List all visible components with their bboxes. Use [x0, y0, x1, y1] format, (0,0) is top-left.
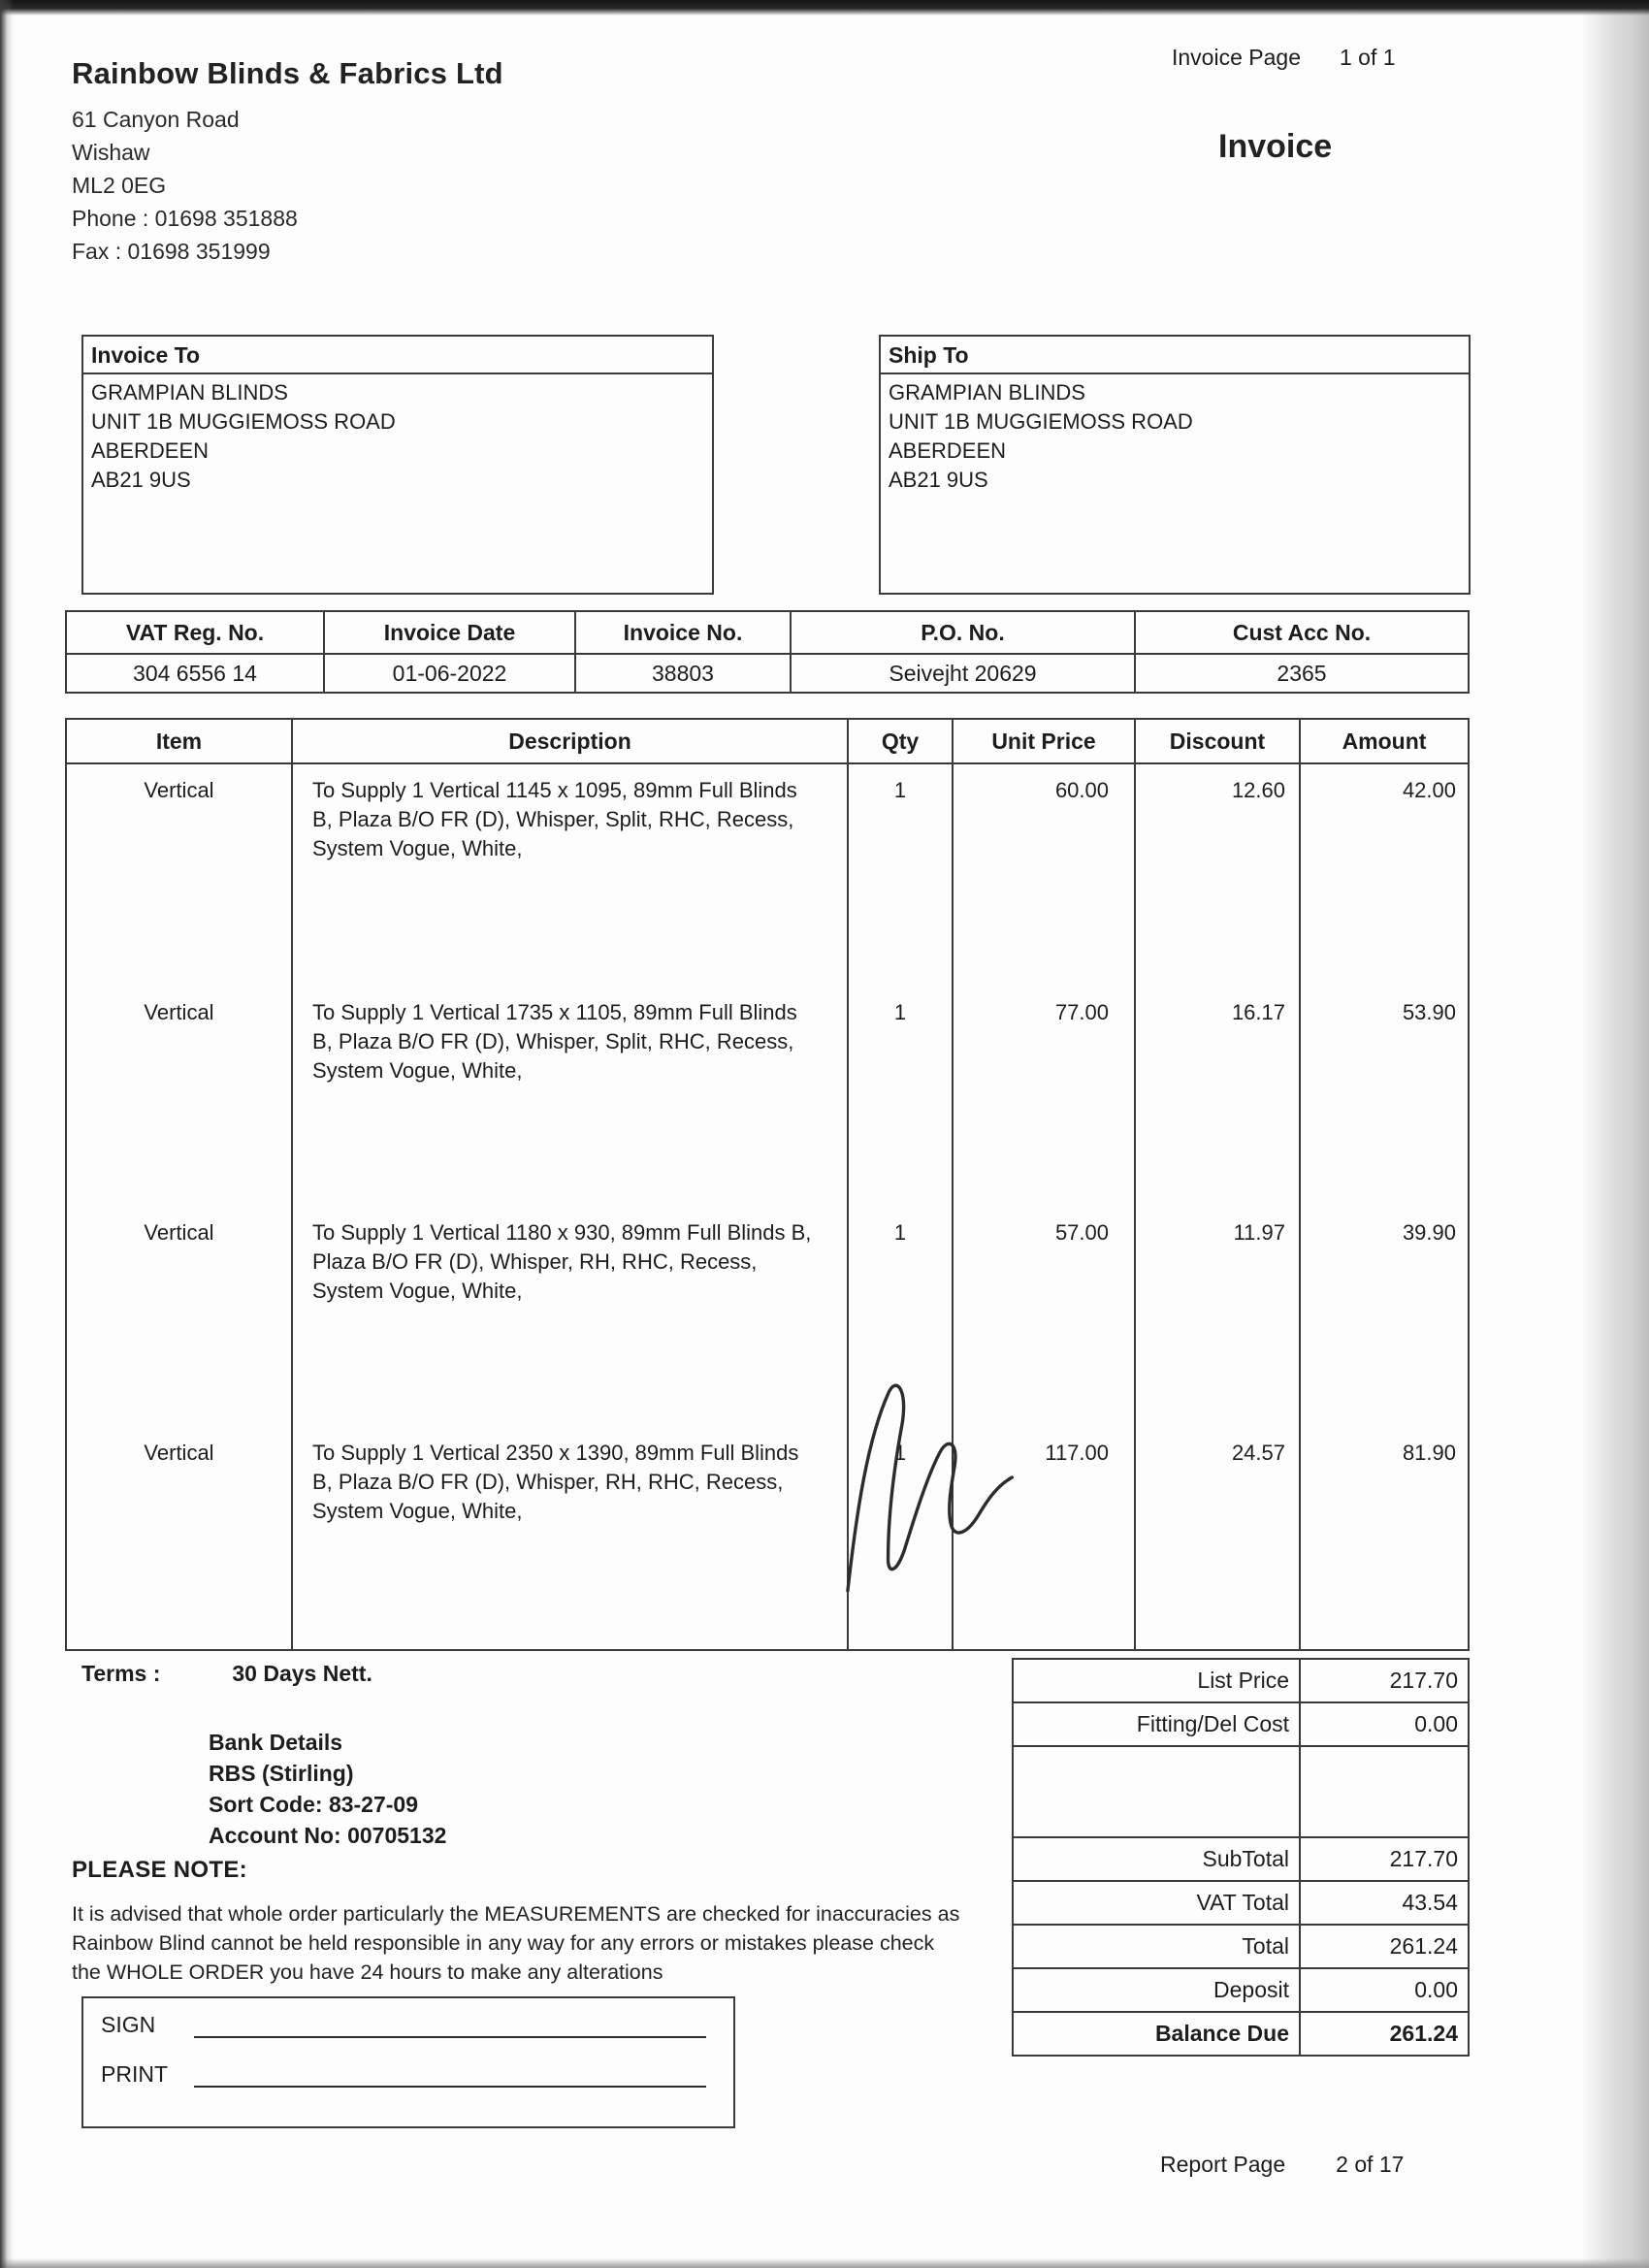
meta-header-cust-acc: Cust Acc No.: [1135, 611, 1469, 654]
item-qty: 1: [848, 763, 953, 987]
invoice-to-line: AB21 9US: [91, 468, 191, 492]
totals-row-total: [1014, 1926, 1468, 1969]
scan-edge-top: [0, 0, 1649, 16]
totals-row-subtotal: [1014, 1838, 1468, 1882]
company-block: [72, 56, 503, 268]
company-address-line: Wishaw: [72, 140, 150, 165]
invoice-to-box: [81, 335, 714, 595]
document-title: Invoice: [1218, 128, 1333, 165]
meta-value-invoice-date: 01-06-2022: [324, 654, 575, 693]
totals-row-vat-total: [1014, 1882, 1468, 1926]
item-discount: 16.17: [1135, 987, 1300, 1207]
please-note-title: PLEASE NOTE:: [72, 1857, 247, 1883]
totals-value: 261.24: [1389, 1933, 1458, 1959]
company-address: [72, 103, 503, 268]
invoice-to-line: ABERDEEN: [91, 438, 210, 463]
meta-header-vat: VAT Reg. No.: [66, 611, 324, 654]
table-row: [66, 1207, 1469, 1427]
sign-label: SIGN: [101, 2012, 156, 2037]
scan-edge-right: [1581, 0, 1649, 2268]
item-unit-price: 117.00: [953, 1427, 1135, 1647]
scan-edge-left: [0, 0, 14, 2268]
totals-label: Total: [1014, 1926, 1301, 1967]
ship-to-label: Ship To: [881, 337, 1469, 374]
handwritten-signature: [789, 1334, 1054, 1616]
invoice-to-address: [83, 374, 712, 499]
item-type: Vertical: [66, 763, 292, 987]
totals-spacer-row: [1014, 1747, 1468, 1838]
terms-value: 30 Days Nett.: [232, 1661, 372, 1686]
company-name: Rainbow Blinds & Fabrics Ltd: [72, 56, 503, 90]
ship-to-line: ABERDEEN: [889, 438, 1007, 463]
totals-row-fitting-del-cost: [1014, 1703, 1468, 1747]
items-header-amount: Amount: [1300, 719, 1469, 763]
item-discount: 11.97: [1135, 1207, 1300, 1427]
item-discount: 24.57: [1135, 1427, 1300, 1647]
totals-row-balance-due: [1014, 2013, 1468, 2055]
item-unit-price: 57.00: [953, 1207, 1135, 1427]
invoice-page-number: 1 of 1: [1339, 45, 1396, 70]
ship-to-line: UNIT 1B MUGGIEMOSS ROAD: [889, 409, 1193, 434]
company-address-line: ML2 0EG: [72, 173, 167, 198]
item-amount: 42.00: [1300, 763, 1469, 987]
item-unit-price: 60.00: [953, 763, 1135, 987]
totals-label: Deposit: [1014, 1969, 1301, 2011]
totals-value: 217.70: [1389, 1668, 1458, 1693]
report-page-footer: [1160, 2152, 1404, 2178]
item-description: To Supply 1 Vertical 2350 x 1390, 89mm Full Blinds B, Plaza B/O FR (D), Whisper, RH, RHC, Recess, System Vogue, White,: [292, 1427, 848, 1647]
totals-value: 43.54: [1402, 1890, 1458, 1915]
totals-row-list-price: [1014, 1660, 1468, 1703]
totals-label: List Price: [1014, 1660, 1301, 1701]
company-address-line: 61 Canyon Road: [72, 107, 240, 132]
items-header-description: Description: [292, 719, 848, 763]
totals-label: VAT Total: [1014, 1882, 1301, 1924]
bank-details: [209, 1727, 446, 1851]
totals-row-deposit: [1014, 1969, 1468, 2013]
item-description: To Supply 1 Vertical 1145 x 1095, 89mm Full Blinds B, Plaza B/O FR (D), Whisper, Split, RHC, Recess, System Vogue, White,: [292, 763, 848, 987]
bank-sort-code: Sort Code: 83-27-09: [209, 1792, 419, 1817]
totals-value: 0.00: [1414, 1977, 1458, 2002]
meta-header-invoice-no: Invoice No.: [575, 611, 791, 654]
ship-to-box: [879, 335, 1471, 595]
totals-value: 217.70: [1389, 1846, 1458, 1871]
bank-name: RBS (Stirling): [209, 1761, 354, 1786]
invoice-page-header: [1172, 45, 1396, 71]
scan-edge-bottom: [0, 2258, 1649, 2268]
totals-label: SubTotal: [1014, 1838, 1301, 1880]
meta-value-vat: 304 6556 14: [66, 654, 324, 693]
meta-header-po-no: P.O. No.: [791, 611, 1135, 654]
item-qty: 1: [848, 987, 953, 1207]
item-discount: 12.60: [1135, 763, 1300, 987]
item-qty: 1: [848, 1207, 953, 1427]
item-description: To Supply 1 Vertical 1180 x 930, 89mm Full Blinds B, Plaza B/O FR (D), Whisper, RH, RHC, Recess, System Vogue, White,: [292, 1207, 848, 1427]
terms-label: Terms :: [81, 1661, 161, 1686]
sign-row: [101, 2012, 718, 2038]
totals-label: Fitting/Del Cost: [1014, 1703, 1301, 1745]
ship-to-line: GRAMPIAN BLINDS: [889, 380, 1085, 405]
item-type: Vertical: [66, 1207, 292, 1427]
meta-value-invoice-no: 38803: [575, 654, 791, 693]
item-description: To Supply 1 Vertical 1735 x 1105, 89mm Full Blinds B, Plaza B/O FR (D), Whisper, Split, RHC, Recess, System Vogue, White,: [292, 987, 848, 1207]
bank-details-title: Bank Details: [209, 1730, 343, 1755]
signature-box: [81, 1996, 735, 2128]
invoice-to-line: GRAMPIAN BLINDS: [91, 380, 288, 405]
report-page-number: 2 of 17: [1336, 2152, 1405, 2177]
ship-to-line: AB21 9US: [889, 468, 988, 492]
items-header-item: Item: [66, 719, 292, 763]
print-label: PRINT: [101, 2061, 168, 2087]
meta-header-row: [66, 611, 1469, 654]
table-row: [66, 987, 1469, 1207]
invoice-page-label: Invoice Page: [1172, 45, 1301, 70]
please-note-body: It is advised that whole order particularly the MEASUREMENTS are checked for inaccuracies as Rainbow Blind cannot be held responsible in any way for any errors or mistakes please check the WHOLE ORDER you have 24 hours to make any alterations: [72, 1902, 960, 1984]
print-line: [194, 2062, 706, 2088]
print-row: [101, 2061, 718, 2088]
line-items-table: [65, 718, 1470, 1651]
report-page-label: Report Page: [1160, 2152, 1286, 2177]
company-fax: Fax : 01698 351999: [72, 239, 271, 264]
terms-line: [81, 1661, 372, 1687]
meta-value-row: [66, 654, 1469, 693]
invoice-meta-table: [65, 610, 1470, 694]
item-unit-price: 77.00: [953, 987, 1135, 1207]
invoice-to-line: UNIT 1B MUGGIEMOSS ROAD: [91, 409, 396, 434]
item-qty: 1: [848, 1427, 953, 1647]
items-header-qty: Qty: [848, 719, 953, 763]
meta-header-invoice-date: Invoice Date: [324, 611, 575, 654]
company-phone: Phone : 01698 351888: [72, 206, 298, 231]
totals-value: 261.24: [1389, 2021, 1458, 2046]
item-type: Vertical: [66, 1427, 292, 1647]
item-amount: 81.90: [1300, 1427, 1469, 1647]
totals-box: [1012, 1658, 1470, 2057]
item-amount: 53.90: [1300, 987, 1469, 1207]
sign-line: [194, 2013, 706, 2038]
bank-account-no: Account No: 00705132: [209, 1823, 447, 1848]
table-row: [66, 763, 1469, 987]
item-amount: 39.90: [1300, 1207, 1469, 1427]
item-type: Vertical: [66, 987, 292, 1207]
items-header-discount: Discount: [1135, 719, 1300, 763]
items-header-unit-price: Unit Price: [953, 719, 1135, 763]
ship-to-address: [881, 374, 1469, 499]
table-row: [66, 1427, 1469, 1647]
meta-value-po-no: Seivejht 20629: [791, 654, 1135, 693]
totals-label: Balance Due: [1014, 2013, 1301, 2055]
meta-value-cust-acc: 2365: [1135, 654, 1469, 693]
totals-value: 0.00: [1414, 1711, 1458, 1736]
items-filler-row: [66, 1648, 1469, 1650]
invoice-to-label: Invoice To: [83, 337, 712, 374]
items-header-row: [66, 719, 1469, 763]
